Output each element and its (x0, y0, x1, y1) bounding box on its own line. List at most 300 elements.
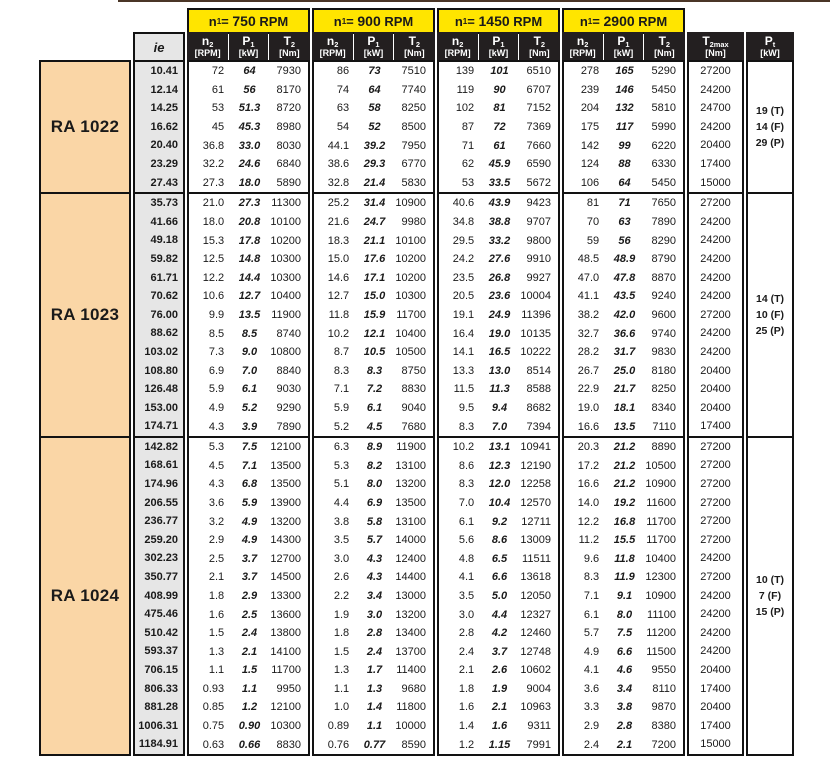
t2-value: 13500 (270, 459, 301, 472)
p1-value: 16.8 (613, 515, 636, 528)
page-edge-line (118, 0, 830, 2)
band-eq: = (592, 13, 604, 29)
data-row (439, 475, 558, 494)
t2-value: 10400 (645, 552, 676, 565)
ratio-value: 153.00 (144, 401, 178, 414)
n2-value: 5.9 (208, 383, 225, 396)
n2-value: 10.6 (202, 290, 225, 303)
n2-value: 32.8 (327, 176, 350, 189)
n2-value: 1.8 (458, 682, 475, 695)
p1-value: 146 (615, 83, 634, 96)
t2-value: 5450 (651, 83, 676, 96)
n2-value: 8.3 (333, 364, 350, 377)
t2-value: 7991 (526, 738, 551, 751)
band-sub: 1 (462, 16, 468, 26)
data-row (564, 568, 683, 587)
n2-value: 3.3 (583, 701, 600, 714)
n2-value: 18.0 (202, 216, 225, 229)
data-row (439, 587, 558, 606)
t2-value: 8514 (526, 364, 551, 377)
t2max-value: 24200 (700, 271, 731, 284)
p1-value: 19.0 (488, 327, 511, 340)
n2-value: 5.9 (333, 401, 350, 414)
col-symbol: $P_1$ (367, 33, 380, 49)
n2-value: 53 (461, 176, 475, 189)
t2-value: 10800 (270, 346, 301, 359)
p1-value: 17.1 (363, 271, 386, 284)
t2-value: 8380 (651, 720, 676, 733)
t2max-value: 24200 (700, 626, 731, 639)
t2-value: 7510 (401, 65, 426, 78)
t2-value: 7110 (652, 420, 676, 433)
n2-value: 175 (580, 121, 600, 134)
col-unit: [Nm] (279, 48, 300, 59)
n2-value: 7.1 (583, 589, 600, 602)
ratio-value: 41.66 (150, 215, 178, 228)
col-symbol-sub: 2 (584, 40, 589, 49)
p1-value: 4.9 (241, 534, 258, 547)
p1-value: 6.1 (241, 383, 258, 396)
n2-value: 7.1 (333, 383, 350, 396)
col-unit: [kW] (488, 48, 509, 59)
ratio-value: 142.82 (144, 440, 178, 453)
p1-value: 56 (618, 234, 631, 247)
n2-value: 5.3 (208, 441, 225, 454)
n2-value: 204 (580, 102, 600, 115)
p1-value: 12.1 (363, 327, 386, 340)
data-row (189, 269, 308, 288)
speed-band-750 (187, 8, 310, 34)
p1-value: 7.0 (491, 420, 508, 433)
data-row (189, 587, 308, 606)
t2-value: 10900 (395, 197, 426, 210)
n2-value: 70 (586, 216, 600, 229)
n2-value: 1.2 (458, 738, 475, 751)
ratio-value: 88.62 (150, 327, 178, 340)
n2-value: 26.7 (577, 364, 600, 377)
t2-value: 10000 (395, 720, 426, 733)
t2-value: 9240 (651, 290, 676, 303)
n2-value: 16.4 (452, 327, 475, 340)
data-row (564, 512, 683, 531)
p1-value: 2.1 (241, 645, 258, 658)
n2-value: 8.7 (333, 346, 350, 359)
n2-value: 142 (580, 139, 600, 152)
n2-value: 0.63 (202, 738, 225, 751)
ratio-value: 206.55 (144, 496, 178, 509)
t2max-value: 24200 (700, 327, 731, 340)
col-symbol: $n_2$ (451, 33, 464, 49)
n2-value: 1.0 (333, 701, 350, 714)
t2max-value: 27200 (700, 459, 731, 472)
data-row (189, 456, 308, 475)
data-row (564, 269, 683, 288)
p1-value: 3.8 (616, 701, 633, 714)
t2-value: 7369 (526, 121, 551, 134)
n2-value: 5.1 (333, 478, 350, 491)
t2-value: 13900 (270, 496, 301, 509)
n2-value: 44.1 (327, 139, 350, 152)
data-row (439, 136, 558, 155)
p1-value: 6.6 (491, 571, 508, 584)
data-row (189, 136, 308, 155)
t2max-symbol: $T_{2max}$ (702, 33, 729, 49)
speed-band-900 (312, 8, 435, 34)
t2-value: 9910 (526, 253, 551, 266)
p1-value: 13.5 (238, 309, 261, 322)
n2-value: 4.4 (333, 496, 350, 509)
data-row (189, 512, 308, 531)
ratio-value: 510.42 (144, 626, 178, 639)
n2-value: 22.9 (577, 383, 600, 396)
data-row (189, 231, 308, 250)
data-row (314, 735, 433, 754)
speed-data-1450 (437, 192, 560, 438)
col-symbol: $n_2$ (201, 33, 214, 49)
pt-line: 7 (F) (758, 589, 782, 602)
t2-value: 11500 (646, 645, 676, 658)
col-header-p1 (479, 32, 517, 62)
n2-value: 54 (336, 121, 350, 134)
data-row (564, 174, 683, 193)
n2-value: 41.1 (577, 290, 600, 303)
t2-value: 9030 (276, 383, 301, 396)
speed-band-2900 (562, 8, 685, 34)
t2max-value: 20400 (700, 139, 731, 152)
p1-value: 11.3 (489, 383, 510, 396)
p1-value: 2.9 (241, 589, 258, 602)
n2-value: 12.7 (327, 290, 350, 303)
t2-value: 10135 (520, 327, 551, 340)
t2-value: 10900 (645, 589, 676, 602)
data-row (439, 717, 558, 736)
n2-value: 4.9 (583, 645, 600, 658)
p1-value: 3.7 (241, 552, 258, 565)
data-row (189, 250, 308, 269)
col-symbol-sub: 1 (375, 40, 380, 49)
p1-value: 8.6 (491, 534, 508, 547)
col-symbol-sub: 2 (290, 40, 296, 49)
speed-band-1450 (437, 8, 560, 34)
t2-value: 9290 (276, 401, 301, 414)
ratings-table (39, 8, 796, 756)
band-sub: 1 (341, 16, 347, 26)
col-symbol: $T_2$ (658, 33, 671, 49)
n2-value: 18.3 (327, 234, 350, 247)
data-row (314, 438, 433, 457)
col-header-n2 (437, 32, 478, 62)
p1-value: 12.3 (488, 459, 511, 472)
data-row (314, 250, 433, 269)
data-row (314, 81, 433, 100)
t2-value: 13700 (395, 645, 426, 658)
p1-value: 14.4 (238, 271, 261, 284)
p1-value: 6.9 (366, 496, 383, 509)
col-symbol: $P_1$ (617, 33, 630, 49)
band-unit: RPM (255, 13, 289, 29)
n2-value: 11.5 (453, 383, 475, 396)
n2-value: 53 (211, 102, 225, 115)
n2-value: 119 (456, 83, 475, 96)
band-unit: RPM (509, 13, 543, 29)
speed-band-row (187, 8, 796, 34)
n2-value: 3.5 (458, 589, 475, 602)
p1-value: 4.9 (241, 515, 258, 528)
data-row (564, 438, 683, 457)
n2-value: 106 (580, 176, 600, 189)
n2-value: 11.8 (328, 309, 350, 322)
t2-value: 10500 (395, 346, 426, 359)
data-row (439, 155, 558, 174)
n2-value: 1.8 (333, 627, 350, 640)
n2-value: 7.0 (458, 496, 475, 509)
col-unit: [kW] (613, 48, 634, 59)
speed-data-2900 (562, 60, 685, 194)
col-header-p1 (604, 32, 642, 62)
data-row (439, 438, 558, 457)
speed-data-1450 (437, 436, 560, 756)
n2-value: 34.8 (452, 216, 475, 229)
p1-value: 24.6 (238, 158, 261, 171)
n2-value: 15.0 (327, 253, 350, 266)
p1-value: 1.1 (366, 720, 383, 733)
t2max-value: 15000 (700, 176, 731, 189)
n2-value: 3.5 (333, 534, 350, 547)
p1-value: 16.5 (488, 346, 511, 359)
data-row (189, 568, 308, 587)
n2-value: 21.0 (202, 197, 225, 210)
t2max-value: 24200 (700, 120, 731, 133)
data-row (439, 306, 558, 325)
t2-value: 10100 (395, 234, 426, 247)
data-row (314, 343, 433, 362)
t2-value: 10200 (270, 234, 301, 247)
n2-value: 102 (455, 102, 475, 115)
n2-value: 1.1 (208, 664, 225, 677)
n2-value: 25.2 (327, 197, 350, 210)
data-row (564, 380, 683, 399)
t2max-value: 15000 (700, 738, 731, 751)
speed-data-900 (312, 192, 435, 438)
n2-value: 2.9 (208, 534, 225, 547)
data-row (439, 399, 558, 418)
data-row (189, 287, 308, 306)
p1-value: 132 (615, 102, 634, 115)
data-row (314, 698, 433, 717)
p1-value: 7.5 (241, 441, 258, 454)
data-row (439, 456, 558, 475)
t2-value: 8830 (401, 383, 426, 396)
p1-value: 18.0 (238, 176, 261, 189)
data-row (314, 661, 433, 680)
p1-value: 7.2 (366, 383, 383, 396)
data-row (314, 399, 433, 418)
n2-value: 45 (211, 121, 225, 134)
data-row (189, 624, 308, 643)
col-header-p1 (229, 32, 267, 62)
t2-value: 10004 (520, 290, 551, 303)
t2-value: 8750 (401, 364, 426, 377)
model-column-spacer (39, 32, 133, 62)
pt-line: 15 (P) (755, 606, 785, 619)
n2-value: 20.3 (577, 441, 600, 454)
data-row (564, 99, 683, 118)
t2max-value: 24200 (700, 645, 731, 658)
p1-value: 90 (493, 83, 506, 96)
t2max-value: 20400 (700, 401, 731, 414)
t2-value: 11900 (271, 309, 301, 322)
p1-value: 18.1 (613, 401, 636, 414)
t2-value: 12258 (520, 478, 551, 491)
p1-value: 48.9 (613, 253, 636, 266)
col-symbol-sub: 2 (334, 40, 339, 49)
n2-value: 20.5 (452, 290, 475, 303)
speed-data-900 (312, 436, 435, 756)
t2-value: 7200 (651, 738, 676, 751)
data-row (439, 343, 558, 362)
t2-value: 11700 (646, 515, 676, 528)
t2-value: 9707 (526, 216, 551, 229)
n2-value: 12.2 (577, 515, 600, 528)
col-symbol-sub: 1 (500, 40, 505, 49)
n2-value: 4.5 (208, 459, 225, 472)
t2-value: 9870 (651, 701, 676, 714)
data-row (189, 438, 308, 457)
col-symbol: $T_2$ (533, 33, 546, 49)
data-row (314, 287, 433, 306)
ratio-value: 70.62 (150, 290, 178, 303)
data-row (189, 475, 308, 494)
p1-value: 3.7 (241, 571, 258, 584)
n2-value: 81 (586, 197, 600, 210)
col-unit: [RPM] (194, 48, 221, 59)
data-row (564, 717, 683, 736)
p1-value: 2.4 (241, 627, 258, 640)
col-unit: [RPM] (319, 48, 346, 59)
column-header-row (39, 32, 796, 62)
t2-value: 6840 (276, 158, 301, 171)
data-row (189, 661, 308, 680)
ratio-value: 1184.91 (138, 738, 178, 751)
p1-value: 9.0 (241, 346, 258, 359)
data-row (564, 456, 683, 475)
p1-value: 17.8 (238, 234, 261, 247)
data-row (439, 324, 558, 343)
data-row (189, 362, 308, 381)
p1-value: 21.2 (613, 478, 636, 491)
data-row (189, 62, 308, 81)
p1-value: 8.5 (241, 327, 258, 340)
n2-value: 6.9 (208, 364, 225, 377)
n2-value: 10.2 (327, 327, 350, 340)
t2-value: 12700 (270, 552, 301, 565)
col-symbol: $T_2$ (283, 33, 296, 49)
n2-value: 0.85 (202, 701, 225, 714)
p1-value: 2.8 (366, 627, 383, 640)
data-row (564, 531, 683, 550)
n2-value: 5.7 (583, 627, 600, 640)
n2-value: 29.5 (452, 234, 475, 247)
t2-value: 13500 (395, 496, 426, 509)
ratio-value: 302.23 (144, 552, 178, 565)
ratio-value: 61.71 (150, 271, 178, 284)
p1-value: 13.1 (488, 441, 511, 454)
p1-value: 2.6 (491, 664, 508, 677)
speed-column-headers-900 (312, 32, 435, 62)
t2-value: 9980 (401, 216, 426, 229)
data-row (189, 194, 308, 213)
p1-value: 33.0 (238, 139, 261, 152)
t2-value: 9040 (401, 401, 426, 414)
n2-value: 19.0 (577, 401, 600, 414)
ratio-column (133, 60, 185, 194)
p1-value: 24.9 (488, 309, 511, 322)
n2-value: 15.3 (202, 234, 225, 247)
data-row (564, 194, 683, 213)
t2-value: 12711 (521, 515, 551, 528)
t2-value: 7650 (651, 197, 676, 210)
ratio-value: 706.15 (144, 664, 178, 676)
t2-value: 8740 (276, 327, 301, 340)
n2-value: 16.6 (577, 420, 600, 433)
data-row (439, 494, 558, 513)
ratio-value: 10.41 (150, 65, 178, 77)
data-row (439, 62, 558, 81)
t2max-column-header (687, 32, 744, 62)
data-row (189, 531, 308, 550)
p1-value: 8.2 (366, 459, 383, 472)
n2-value: 1.5 (208, 627, 225, 640)
col-symbol-sub: 2 (209, 40, 214, 49)
p1-value: 1.6 (491, 720, 508, 733)
ratio-value: 236.77 (144, 515, 178, 528)
col-unit: [Nm] (529, 48, 550, 59)
t2-value: 14300 (270, 534, 301, 547)
ratio-value: 108.80 (144, 364, 178, 377)
t2-value: 10300 (270, 271, 301, 284)
t2-value: 6590 (526, 158, 551, 171)
ratio-value: 806.33 (144, 682, 178, 695)
p1-value: 81 (493, 102, 506, 115)
t2-value: 10963 (520, 701, 551, 714)
t2-value: 13000 (395, 589, 426, 602)
ratio-value: 35.73 (150, 197, 178, 210)
p1-value: 71 (618, 197, 631, 210)
n2-value: 1.4 (458, 720, 475, 733)
data-row (439, 250, 558, 269)
data-row (189, 549, 308, 568)
p1-value: 5.2 (241, 401, 258, 414)
data-row (189, 343, 308, 362)
ratio-value: 23.29 (150, 157, 178, 170)
t2max-column (687, 192, 744, 438)
t2-value: 8870 (651, 271, 676, 284)
n2-value: 8.3 (458, 420, 475, 433)
n2-value: 1.3 (333, 664, 350, 677)
p1-value: 33.5 (488, 176, 511, 189)
pt-line: 14 (T) (755, 292, 784, 305)
band-value: 1450 (478, 13, 510, 29)
t2-value: 10300 (395, 290, 426, 303)
t2max-value: 24200 (700, 552, 731, 565)
ratio-value: 408.99 (144, 589, 178, 602)
p1-value: 9.4 (491, 401, 508, 414)
ratio-value: 27.43 (150, 176, 178, 189)
t2max-value: 24200 (700, 589, 731, 602)
p1-value: 15.0 (363, 290, 386, 303)
n2-value: 16.6 (577, 478, 600, 491)
pt-symbol: $P_t$ (764, 33, 776, 49)
